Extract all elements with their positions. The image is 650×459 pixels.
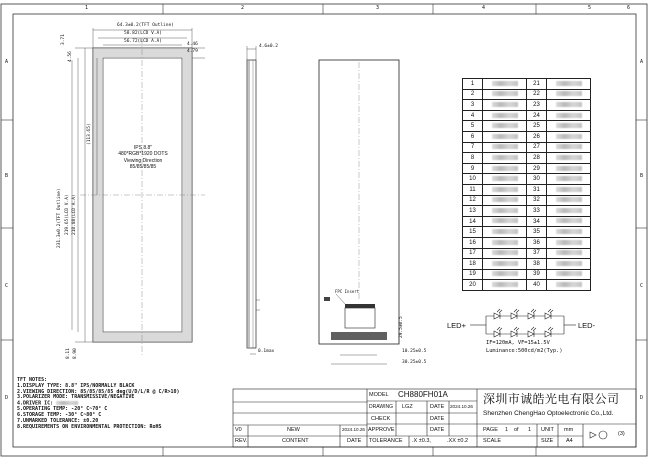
tolerance-x: .X ±0.3, — [412, 438, 431, 444]
dim-top-outline: 64.3±0.2(TFT Outline) — [117, 23, 174, 28]
pin-number: 31 — [527, 184, 547, 195]
pin-number: 37 — [527, 248, 547, 259]
row-label-b: B — [5, 173, 9, 179]
row-label-c: C — [5, 283, 9, 289]
pin-number: 27 — [527, 142, 547, 153]
pin-number: 13 — [463, 206, 483, 217]
dim-back-a: 29.5±0.5 — [399, 316, 404, 338]
panel-spec-line: 480*RGB*1920 DOTS — [118, 151, 168, 158]
rev-header-rev: REV. — [235, 438, 248, 444]
model-value: CH880FH01A — [398, 390, 448, 399]
tolerance-label: TOLERANCE — [369, 438, 403, 444]
led-plus-label: LED+ — [447, 321, 466, 330]
dim-left-mid: (113.65) — [87, 123, 92, 145]
led-minus-label: LED- — [578, 321, 596, 330]
pin-number: 33 — [527, 206, 547, 217]
dim-left-top-b: 4.56 — [68, 51, 73, 62]
row-label-a: A — [5, 59, 9, 65]
pin-number: 19 — [463, 269, 483, 280]
company-name-cn: 深圳市诚皓光电有限公司 — [483, 392, 620, 406]
row-label-a-right: A — [640, 59, 644, 65]
dim-left-bot-a: 8.11 — [66, 348, 71, 359]
panel-spec-line: 85/85/85/85 — [129, 163, 157, 170]
pin-number: 29 — [527, 163, 547, 174]
pin-number: 34 — [527, 216, 547, 227]
dim-fpc: 0.1max — [258, 349, 275, 354]
col-label-3: 3 — [376, 5, 380, 11]
note-line: 1.DISPLAY TYPE: 8.8" IPS/NORMALLY BLACK — [17, 382, 135, 389]
row-label-c-right: C — [640, 283, 644, 289]
tolerance-xx: .XX ±0.2 — [447, 438, 469, 444]
note-line: 3.POLARIZER MODE: TRANSMISSIVE/NEGATIVE — [17, 394, 135, 401]
row-label-b-right: B — [640, 173, 644, 179]
page-of: of — [514, 427, 519, 433]
pin-number: 3 — [463, 100, 483, 111]
dim-right-a: 4.46 — [187, 42, 198, 47]
col-label-4: 4 — [482, 5, 486, 11]
fpc-insert-label: FPC Insert — [335, 289, 360, 294]
pin-number: 1 — [463, 79, 483, 90]
pin-number: 17 — [463, 248, 483, 259]
pin-number: 8 — [463, 153, 483, 164]
pin-number: 24 — [527, 110, 547, 121]
approve-date-label: DATE — [430, 427, 445, 433]
pin-number: 7 — [463, 142, 483, 153]
dim-top-lcd: 58.82(LCD V.A) — [124, 31, 162, 36]
size-label: SIZE — [541, 438, 554, 444]
rev-row-approve: APPROVE — [368, 427, 395, 433]
page-label: PAGE — [483, 427, 498, 433]
pin-number: 6 — [463, 131, 483, 142]
panel-spec-line: Viewing Direction — [123, 157, 163, 164]
unit-label: UNIT — [541, 427, 554, 433]
model-label: MODEL — [369, 392, 389, 398]
panel-spec-line: IPS 8.8" — [133, 145, 153, 151]
note-line: 4.DRIVER IC: — [17, 401, 180, 407]
led-spec-line: Luminance:500cd/m2(Typ.) — [486, 347, 563, 354]
drawing-value: LGZ — [402, 404, 413, 410]
dim-left-aa: 218.88(LCD A.A) — [72, 194, 77, 235]
pin-number: 28 — [527, 153, 547, 164]
check-date-label: DATE — [430, 416, 445, 422]
note-line: TFT NOTES: — [17, 377, 48, 383]
rev-header-content: CONTENT — [282, 438, 309, 444]
pin-number: 36 — [527, 237, 547, 248]
note-line: 7.UNMARKED TOLERANCE: ±0.20 — [17, 418, 99, 425]
dim-left-va: 219.65(LCD V.A) — [65, 194, 70, 235]
projection-symbol: (3) — [618, 431, 625, 437]
company-name-en: Shenzhen ChengHao Optoelectronic Co.,Ltd. — [483, 410, 614, 417]
page-value: 1 — [505, 427, 509, 433]
note-line: 8.REQUIREMENTS ON ENVIRONMENTAL PROTECTION: RoHS — [17, 423, 162, 430]
dim-left-bot-b: 8.90 — [73, 348, 78, 359]
pin-number: 15 — [463, 227, 483, 238]
rev-row-content: NEW — [287, 427, 300, 433]
dim-left-top-a: 3.71 — [61, 34, 66, 45]
col-label-5: 5 — [588, 5, 592, 11]
pin-number: 9 — [463, 163, 483, 174]
drawing-label: DRAWING — [369, 404, 393, 410]
unit-value: mm — [564, 427, 574, 433]
size-value: A4 — [566, 438, 573, 444]
pin-number: 22 — [527, 89, 547, 100]
dim-back-b: 10.25±0.5 — [402, 349, 427, 354]
pin-number: 11 — [463, 184, 483, 195]
row-label-d: D — [5, 395, 9, 401]
pin-number: 32 — [527, 195, 547, 206]
drawing-date-label: DATE — [430, 404, 445, 410]
col-label-2: 2 — [241, 5, 245, 11]
led-spec-line: IF=120mA, VF=15±1.5V — [486, 340, 550, 346]
pin-number: 21 — [527, 79, 547, 90]
pin-number: 30 — [527, 174, 547, 185]
pin-number: 2 — [463, 89, 483, 100]
pin-number: 14 — [463, 216, 483, 227]
pin-number: 25 — [527, 121, 547, 132]
note-line: 5.OPERATING TEMP: -20° C~70° C — [17, 406, 108, 413]
row-label-d-right: D — [640, 395, 644, 401]
pin-number: 35 — [527, 227, 547, 238]
pin-number: 4 — [463, 110, 483, 121]
pin-number: 26 — [527, 131, 547, 142]
pin-number: 5 — [463, 121, 483, 132]
pin-number: 10 — [463, 174, 483, 185]
page-total: 1 — [528, 427, 532, 433]
check-label: CHECK — [371, 416, 391, 422]
note-line: 6.STORAGE TEMP: -30° C~80° C — [17, 412, 102, 419]
drawing-date: 2024.10.26 — [450, 404, 473, 409]
pin-number: 12 — [463, 195, 483, 206]
pin-number: 38 — [527, 259, 547, 270]
rev-header-date: DATE — [347, 438, 362, 444]
dim-thickness: 4.6±0.2 — [259, 44, 278, 49]
pin-number: 39 — [527, 269, 547, 280]
pin-number: 20 — [463, 280, 483, 291]
pin-number: 23 — [527, 100, 547, 111]
pin-number: 18 — [463, 259, 483, 270]
col-label-6: 6 — [627, 5, 631, 11]
note-line: 2.VIEWING DIRECTION: 85/85/85/85 deg(U/D/L/R @ C/R>10) — [17, 388, 180, 395]
dim-left-outline: 231.3±0.2(TFT Outline) — [57, 188, 62, 248]
dim-right-b: 4.79 — [187, 49, 198, 54]
pin-number: 16 — [463, 237, 483, 248]
col-label-1: 1 — [85, 5, 89, 11]
rev-row-date: 2024.10.26 — [342, 427, 365, 432]
pin-number: 40 — [527, 280, 547, 291]
rev-row-rev: V0 — [235, 427, 242, 433]
dim-back-c: 30.25±0.5 — [402, 360, 427, 365]
dim-top-aa: 56.72(LCD A.A) — [124, 38, 162, 44]
scale-label: SCALE — [483, 438, 502, 444]
